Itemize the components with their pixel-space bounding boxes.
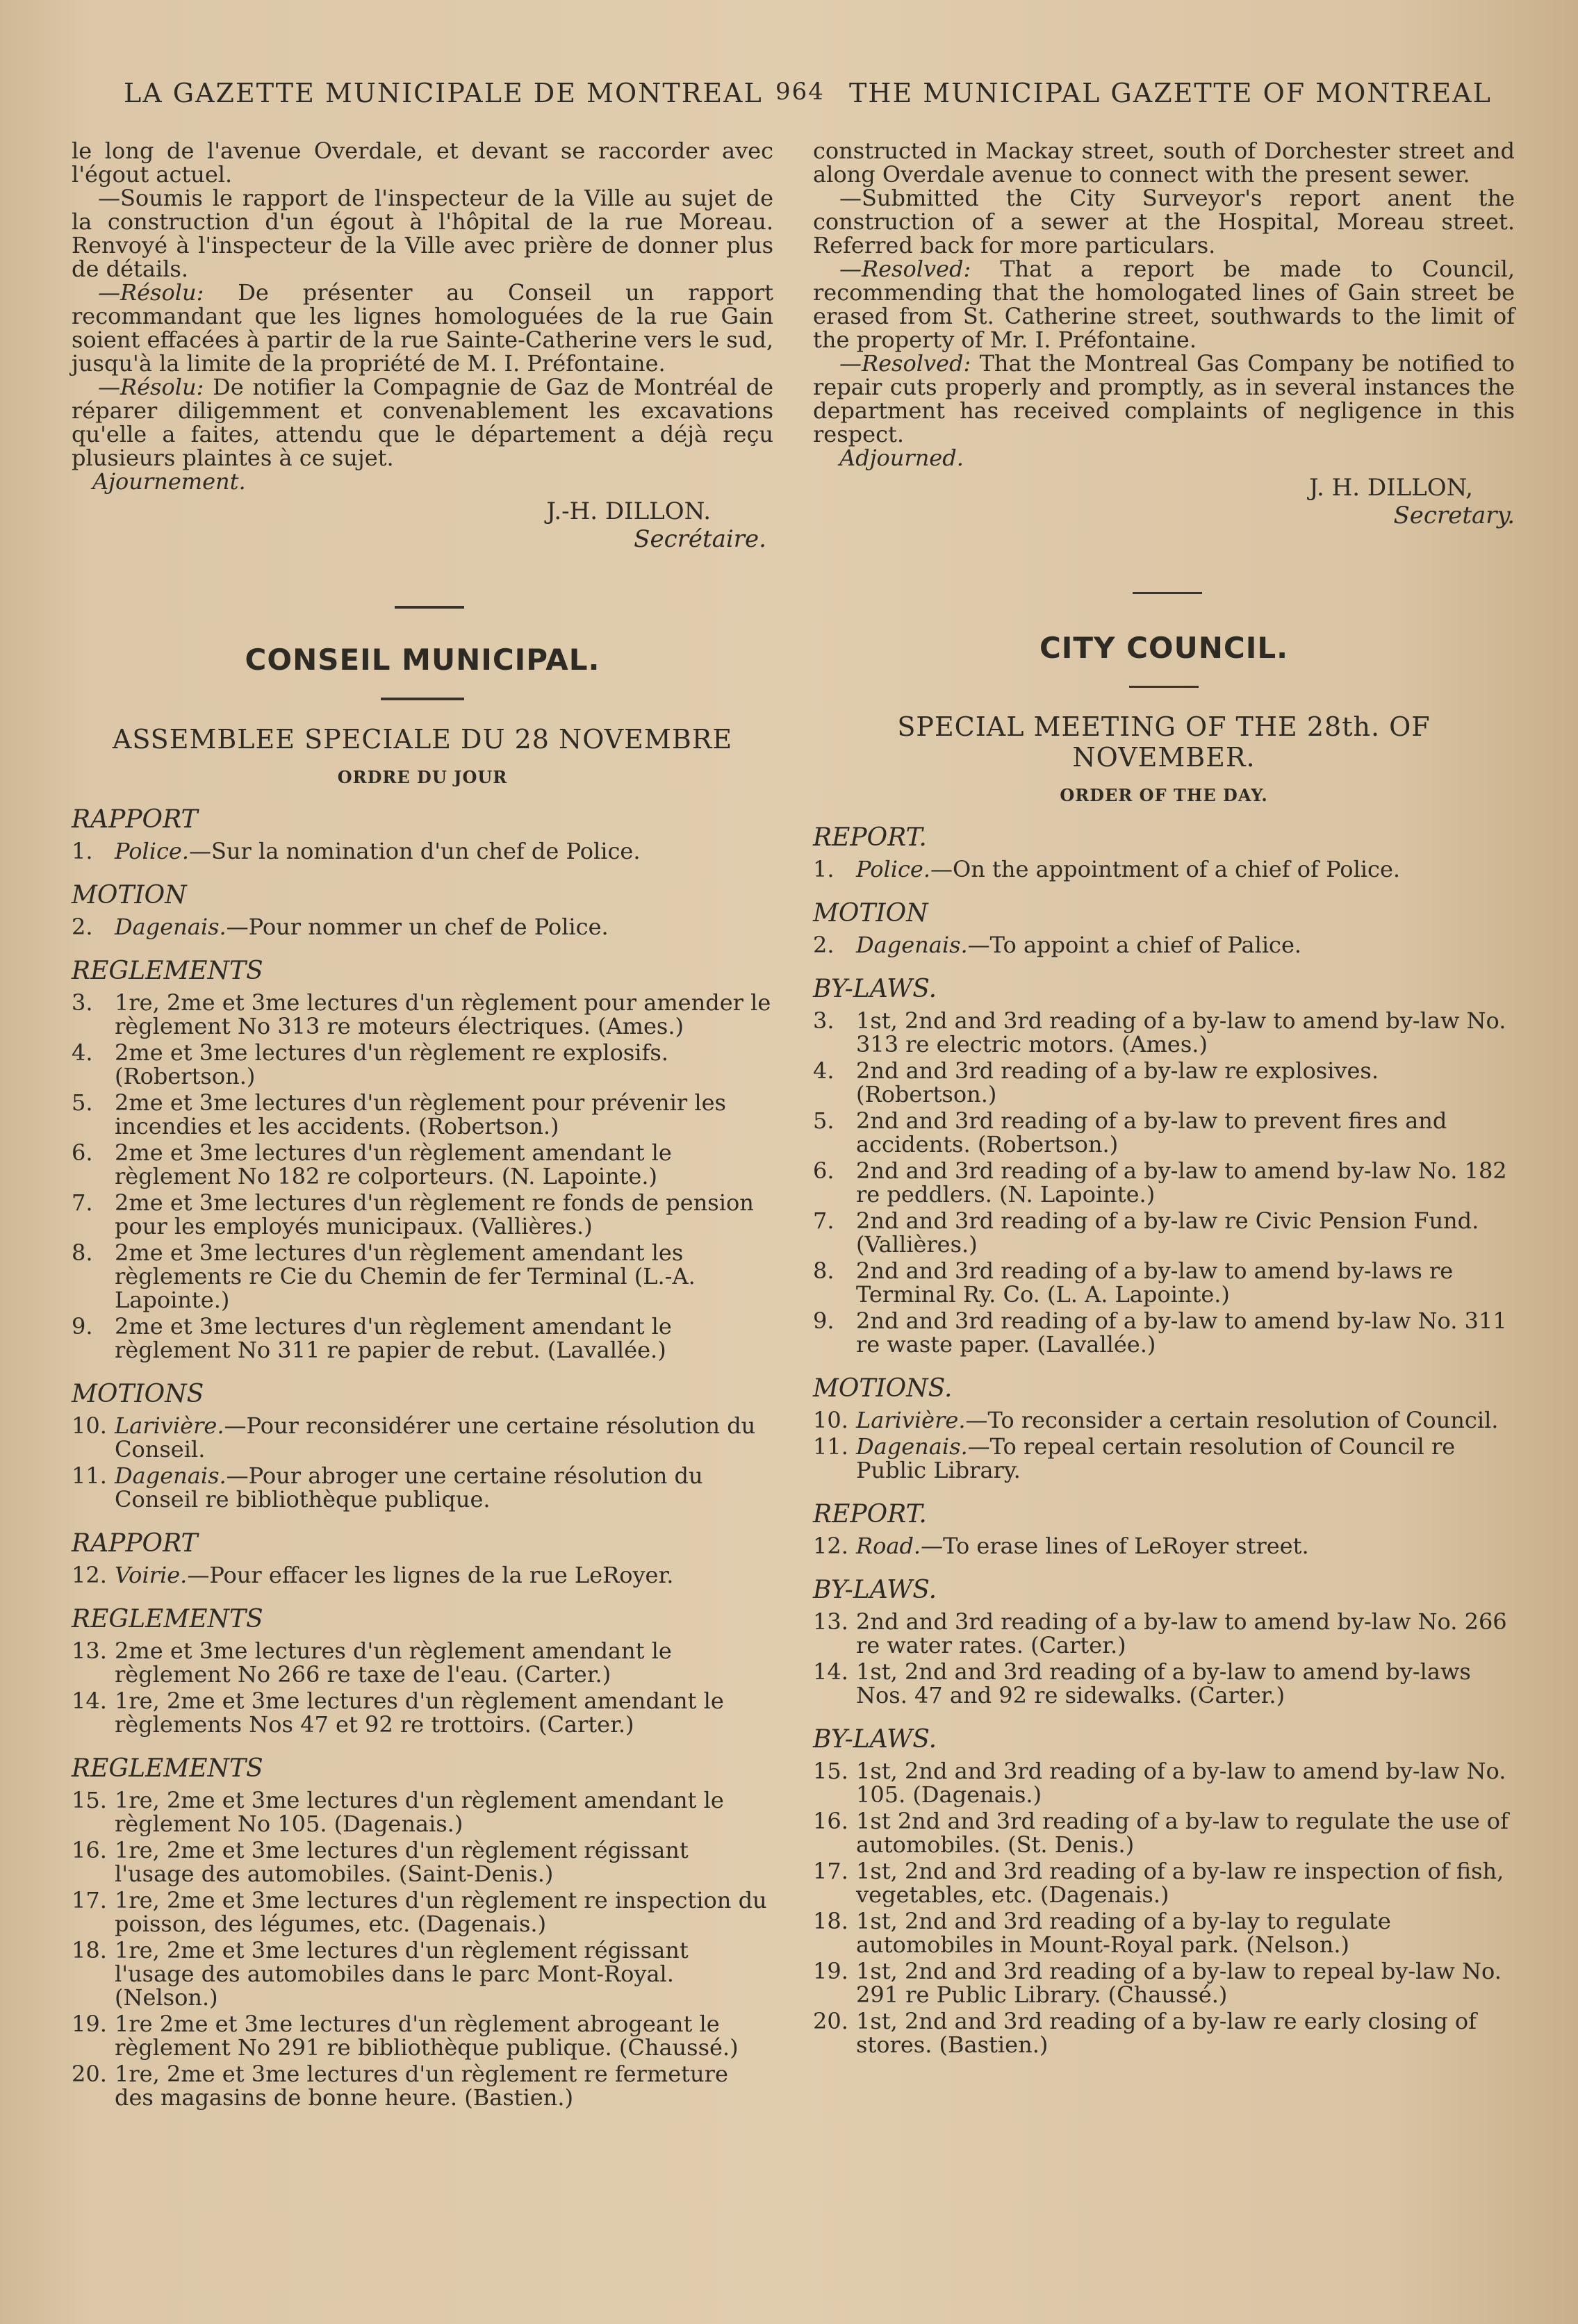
en-paragraph-2: —Submitted the City Surveyor's report anent the construction of a sewer at the Hospital, Moreau street. Referred back for more particulars. <box>813 185 1515 258</box>
agenda-item-description: —To erase lines of LeRoyer street. <box>921 1533 1309 1559</box>
agenda-item-text <box>115 991 773 1038</box>
agenda-item-text <box>856 1259 1515 1306</box>
agenda-item <box>72 1041 773 1088</box>
agenda-item-text <box>856 1059 1515 1106</box>
agenda-item-description: 1st, 2nd and 3rd reading of a by-law re inspection of fish, vegetables, etc. (Dagenais.) <box>856 1858 1504 1908</box>
agenda-item-text <box>115 915 773 939</box>
agenda-item <box>72 1563 773 1587</box>
en-signature: J. H. DILLON, <box>1309 474 1473 502</box>
agenda-item-number: 18. <box>72 1937 107 1963</box>
en-paragraph-3 <box>813 257 1515 352</box>
agenda-item-number: 8. <box>813 1258 835 1284</box>
fr-section-heading: REGLEMENTS <box>72 957 263 985</box>
agenda-item-description: —Pour effacer les lignes de la rue LeRoyer. <box>187 1562 674 1588</box>
agenda-item-number: 6. <box>813 1157 835 1184</box>
agenda-item-text <box>856 1408 1515 1432</box>
section-divider <box>395 606 464 609</box>
agenda-item <box>72 991 773 1038</box>
agenda-item <box>813 1209 1515 1256</box>
agenda-item-description: —On the appointment of a chief of Police. <box>930 856 1401 882</box>
agenda-item-description: 1re 2me et 3me lectures d'un règlement abrogeant le règlement No 291 re bibliothèque publique. (Chaussé.) <box>115 2011 739 2061</box>
agenda-item-number: 15. <box>813 1758 848 1784</box>
agenda-item <box>813 1109 1515 1156</box>
en-adjournment: Adjourned. <box>839 445 964 471</box>
en-paragraph-4 <box>813 352 1515 446</box>
en-section-heading: BY-LAWS. <box>813 975 937 1003</box>
agenda-item-description: 2nd and 3rd reading of a by-law to amend by-laws re Terminal Ry. Co. (L. A. Lapointe.) <box>856 1258 1454 1308</box>
agenda-item-number: 4. <box>813 1057 835 1084</box>
agenda-item-description: 2me et 3me lectures d'un règlement amendant le règlement No 182 re colporteurs. (N. Lapointe.) <box>115 1139 672 1189</box>
fr-paragraph-1: le long de l'avenue Overdale, et devant se raccorder avec l'égout actuel. <box>72 138 773 188</box>
agenda-item-number: 14. <box>72 1688 107 1714</box>
agenda-item-number: 20. <box>813 2008 848 2034</box>
en-section-heading: BY-LAWS. <box>813 1576 937 1604</box>
agenda-item-number: 1. <box>813 856 835 882</box>
fr-order-of-day: ORDRE DU JOUR <box>337 767 508 787</box>
fr-agenda-sections <box>72 805 773 2109</box>
agenda-item-description: 2nd and 3rd reading of a by-law to amend by-law No. 311 re waste paper. (Lavallée.) <box>856 1308 1507 1358</box>
agenda-item <box>813 933 1515 957</box>
agenda-item-text <box>115 1315 773 1362</box>
agenda-item-description: —To reconsider a certain resolution of Council. <box>965 1407 1499 1433</box>
agenda-item-number: 10. <box>813 1407 848 1433</box>
agenda-item-description: 1st, 2nd and 3rd reading of a by-law to repeal by-law No. 291 re Public Library. (Chaussé.) <box>856 1958 1502 2008</box>
fr-resolu-label: —Résolu: <box>98 374 204 400</box>
english-agenda <box>813 631 1515 2059</box>
agenda-item <box>813 1859 1515 1906</box>
agenda-item <box>72 1414 773 1461</box>
agenda-item-description: 1re, 2me et 3me lectures d'un règlement re fermeture des magasins de bonne heure. (Bastien.) <box>115 2061 728 2111</box>
agenda-item-description: —Pour reconsidérer une certaine résolution du Conseil. <box>115 1412 756 1462</box>
agenda-item-text <box>856 1534 1515 1558</box>
agenda-item-text <box>115 1041 773 1088</box>
agenda-item-mover: Dagenais. <box>115 1462 227 1489</box>
agenda-item <box>813 1435 1515 1482</box>
agenda-item <box>72 1091 773 1138</box>
agenda-item-mover: Road. <box>856 1533 921 1559</box>
agenda-item <box>813 1159 1515 1206</box>
agenda-item-text <box>115 2012 773 2059</box>
agenda-item-number: 9. <box>72 1313 93 1340</box>
agenda-item-number: 20. <box>72 2061 107 2087</box>
agenda-item-number: 14. <box>813 1658 848 1685</box>
agenda-item-number: 2. <box>813 932 835 958</box>
agenda-item-description: 2nd and 3rd reading of a by-law to amend by-law No. 266 re water rates. (Carter.) <box>856 1608 1507 1658</box>
agenda-item <box>72 2012 773 2059</box>
en-resolved-label: —Resolved: <box>839 350 971 377</box>
agenda-item-description: 1st, 2nd and 3rd reading of a by-law to amend by-laws Nos. 47 and 92 re sidewalks. (Carter.) <box>856 1658 1471 1708</box>
agenda-item-number: 17. <box>813 1858 848 1884</box>
agenda-item-number: 15. <box>72 1787 107 1813</box>
agenda-item-number: 18. <box>813 1908 848 1934</box>
agenda-item-number: 11. <box>813 1433 848 1460</box>
agenda-item-text <box>115 1191 773 1238</box>
agenda-item-description: 1re, 2me et 3me lectures d'un règlement re inspection du poisson, des légumes, etc. (Dagenais.) <box>115 1887 767 1937</box>
agenda-item-text <box>856 1309 1515 1356</box>
agenda-item <box>813 1610 1515 1657</box>
agenda-item <box>813 1059 1515 1106</box>
agenda-item-text <box>856 1610 1515 1657</box>
agenda-item <box>813 1309 1515 1356</box>
agenda-item-mover: Larivière. <box>115 1412 224 1439</box>
agenda-item-text <box>115 1788 773 1836</box>
agenda-item <box>813 1660 1515 1707</box>
fr-paragraph-3 <box>72 281 773 375</box>
en-order-of-day: ORDER OF THE DAY. <box>1060 785 1268 805</box>
agenda-item-description: 2me et 3me lectures d'un règlement re explosifs. (Robertson.) <box>115 1039 668 1089</box>
agenda-item-number: 9. <box>813 1308 835 1334</box>
agenda-item-text <box>115 1141 773 1188</box>
agenda-item <box>813 2009 1515 2057</box>
agenda-item-text <box>856 933 1515 957</box>
agenda-item <box>813 1534 1515 1558</box>
header-english-title: THE MUNICIPAL GAZETTE OF MONTREAL <box>849 78 1492 108</box>
fr-signature: J.-H. DILLON. <box>546 497 711 525</box>
fr-section-heading: MOTIONS <box>72 1380 204 1408</box>
agenda-item-number: 7. <box>813 1208 835 1234</box>
agenda-item-number: 12. <box>813 1533 848 1559</box>
agenda-item-text <box>856 1159 1515 1206</box>
fr-paragraph-3-text: De présenter au Conseil un rapport recommandant que les lignes homologuées de la rue Gain soient effacées à partir de la rue Sainte-Catherine vers le sud, jusqu'à la limite de la propriété de M. I. Préfontaine. <box>72 279 774 377</box>
fr-section-heading: RAPPORT <box>72 1529 198 1558</box>
agenda-item-mover: Police. <box>115 838 189 864</box>
agenda-item-description: 1re, 2me et 3me lectures d'un règlement amendant le règlements Nos 47 et 92 re trottoirs. (Carter.) <box>115 1688 724 1738</box>
agenda-item <box>813 1759 1515 1806</box>
agenda-item-mover: Police. <box>856 856 930 882</box>
agenda-item-mover: Dagenais. <box>115 914 227 940</box>
agenda-item <box>72 839 773 863</box>
agenda-item-number: 2. <box>72 914 93 940</box>
agenda-item-text <box>115 1464 773 1511</box>
agenda-item-description: 2nd and 3rd reading of a by-law to prevent fires and accidents. (Robertson.) <box>856 1107 1447 1157</box>
agenda-item-description: 1st, 2nd and 3rd reading of a by-law re early closing of stores. (Bastien.) <box>856 2008 1477 2058</box>
en-signature-title: Secretary. <box>1393 502 1515 529</box>
agenda-item <box>72 1464 773 1511</box>
agenda-item-description: 1re, 2me et 3me lectures d'un règlement régissant l'usage des automobiles. (Saint-Denis.) <box>115 1837 689 1887</box>
fr-paragraph-4-text: De notifier la Compagnie de Gaz de Montréal de réparer diligemment et convenablement les excavations qu'elle a faites, attendu que le département a déjà reçu plusieurs plaintes à ce sujet. <box>72 374 773 471</box>
agenda-item-text <box>856 1660 1515 1707</box>
agenda-item-number: 3. <box>813 1007 835 1034</box>
en-meeting-subtitle: SPECIAL MEETING OF THE 28th. OF NOVEMBER. <box>897 711 1431 773</box>
fr-section-heading: REGLEMENTS <box>72 1605 263 1633</box>
header-french-title: LA GAZETTE MUNICIPALE DE MONTREAL <box>124 78 763 108</box>
fr-section-heading: REGLEMENTS <box>72 1754 263 1783</box>
agenda-item-description: 2nd and 3rd reading of a by-law re explosives. (Robertson.) <box>856 1057 1379 1107</box>
fr-agenda-title: CONSEIL MUNICIPAL. <box>245 643 600 677</box>
agenda-item-number: 13. <box>813 1608 848 1635</box>
agenda-item-text <box>856 1809 1515 1856</box>
agenda-item <box>72 2062 773 2109</box>
en-agenda-title: CITY COUNCIL. <box>1039 631 1289 665</box>
fr-adjournment: Ajournement. <box>92 468 246 495</box>
en-paragraph-1: constructed in Mackay street, south of Dorchester street and along Overdale avenue to connect with the present sewer. <box>813 138 1515 188</box>
agenda-item-text <box>115 1091 773 1138</box>
en-paragraph-3-text: That a report be made to Council, recommending that the homologated lines of Gain street be erased from St. Catherine street, southwards to the limit of the property of Mr. I. Préfontaine. <box>813 256 1515 353</box>
agenda-item <box>72 1888 773 1936</box>
agenda-item <box>813 1259 1515 1306</box>
agenda-item-text <box>856 1435 1515 1482</box>
english-minutes <box>813 139 1515 529</box>
agenda-item-text <box>115 1938 773 2009</box>
agenda-item-text <box>115 2062 773 2109</box>
agenda-item-number: 10. <box>72 1412 107 1439</box>
agenda-item-description: 2nd and 3rd reading of a by-law re Civic Pension Fund. (Vallières.) <box>856 1208 1479 1258</box>
agenda-item-description: 1st, 2nd and 3rd reading of a by-law to amend by-law No. 105. (Dagenais.) <box>856 1758 1506 1808</box>
agenda-item-text <box>856 857 1515 881</box>
agenda-item-description: 2me et 3me lectures d'un règlement amendant le règlement No 266 re taxe de l'eau. (Carter.) <box>115 1638 672 1688</box>
agenda-item-mover: Dagenais. <box>856 1433 968 1460</box>
agenda-item-description: 2me et 3me lectures d'un règlement re fonds de pension pour les employés municipaux. (Vallières.) <box>115 1189 754 1239</box>
agenda-item-number: 17. <box>72 1887 107 1913</box>
agenda-item-description: —Pour abroger une certaine résolution du Conseil re bibliothèque publique. <box>115 1462 703 1513</box>
agenda-item-number: 4. <box>72 1039 93 1066</box>
agenda-item-text <box>115 1838 773 1886</box>
agenda-item <box>813 1408 1515 1432</box>
fr-paragraph-2: —Soumis le rapport de l'inspecteur de la Ville au sujet de la construction d'un égout à l'hôpital de la rue Moreau. Renvoyé à l'inspecteur de la Ville avec prière de donner plus de détails. <box>72 185 773 282</box>
agenda-item-description: 1st 2nd and 3rd reading of a by-law to regulate the use of automobiles. (St. Denis.) <box>856 1808 1509 1858</box>
agenda-item-mover: Voirie. <box>115 1562 188 1588</box>
title-rule <box>1129 686 1199 688</box>
agenda-item-description: 1st, 2nd and 3rd reading of a by-law to amend by-law No. 313 re electric motors. (Ames.) <box>856 1007 1506 1057</box>
agenda-item-description: 2me et 3me lectures d'un règlement pour prévenir les incendies et les accidents. (Robertson.) <box>115 1089 726 1139</box>
agenda-item-number: 5. <box>72 1089 93 1116</box>
agenda-item-text <box>115 1689 773 1736</box>
agenda-item-text <box>856 1209 1515 1256</box>
en-section-heading: REPORT. <box>813 1500 927 1528</box>
fr-section-heading: RAPPORT <box>72 805 198 834</box>
agenda-item-description: 1re, 2me et 3me lectures d'un règlement amendant le règlement No 105. (Dagenais.) <box>115 1787 724 1837</box>
agenda-item-number: 12. <box>72 1562 107 1588</box>
en-section-heading: BY-LAWS. <box>813 1725 937 1754</box>
fr-resolu-label: —Résolu: <box>98 279 204 306</box>
agenda-item-number: 11. <box>72 1462 107 1489</box>
agenda-item-text <box>115 1639 773 1686</box>
fr-signature-title: Secrétaire. <box>634 525 766 553</box>
agenda-item-text <box>115 839 773 863</box>
agenda-item-description: —Pour nommer un chef de Police. <box>226 914 609 940</box>
agenda-item-number: 19. <box>813 1958 848 1984</box>
en-section-heading: MOTION <box>813 899 928 928</box>
agenda-item-description: 2me et 3me lectures d'un règlement amendant le règlement No 311 re papier de rebut. (Lavallée.) <box>115 1313 672 1363</box>
french-minutes <box>72 139 773 553</box>
french-agenda <box>72 643 773 2112</box>
fr-paragraph-4 <box>72 375 773 470</box>
en-agenda-sections <box>813 823 1515 2057</box>
agenda-item-number: 7. <box>72 1189 93 1216</box>
agenda-item <box>813 1909 1515 1956</box>
agenda-item <box>72 1788 773 1836</box>
agenda-item-number: 16. <box>813 1808 848 1834</box>
agenda-item-text <box>856 1009 1515 1056</box>
agenda-item-text <box>856 1759 1515 1806</box>
agenda-item-number: 1. <box>72 838 93 864</box>
page-number: 964 <box>775 78 825 106</box>
en-section-heading: REPORT. <box>813 823 927 852</box>
agenda-item <box>813 1959 1515 2006</box>
agenda-item <box>813 857 1515 881</box>
agenda-item <box>72 1938 773 2009</box>
agenda-item-number: 5. <box>813 1107 835 1134</box>
agenda-item-description: —To repeal certain resolution of Council re Public Library. <box>856 1433 1456 1483</box>
en-section-heading: MOTIONS. <box>813 1374 953 1403</box>
agenda-item-description: 1re, 2me et 3me lectures d'un règlement régissant l'usage des automobiles dans le parc Mont-Royal. (Nelson.) <box>115 1937 689 2011</box>
agenda-item-description: 2me et 3me lectures d'un règlement amendant les règlements re Cie du Chemin de fer Terminal (L.-A. Lapointe.) <box>115 1239 696 1313</box>
section-divider <box>1133 592 1202 594</box>
en-resolved-label: —Resolved: <box>839 256 971 282</box>
agenda-item-number: 13. <box>72 1638 107 1664</box>
agenda-item-description: —Sur la nomination d'un chef de Police. <box>189 838 641 864</box>
agenda-item <box>72 1838 773 1886</box>
agenda-item-text <box>115 1414 773 1461</box>
agenda-item-mover: Larivière. <box>856 1407 966 1433</box>
agenda-item-text <box>856 1859 1515 1906</box>
agenda-item-description: 2nd and 3rd reading of a by-law to amend by-law No. 182 re peddlers. (N. Lapointe.) <box>856 1157 1507 1208</box>
agenda-item-number: 6. <box>72 1139 93 1166</box>
fr-section-heading: MOTION <box>72 881 187 909</box>
agenda-item-number: 16. <box>72 1837 107 1863</box>
agenda-item-text <box>856 2009 1515 2057</box>
agenda-item <box>72 1141 773 1188</box>
agenda-item <box>72 1191 773 1238</box>
agenda-item <box>813 1809 1515 1856</box>
agenda-item <box>72 1639 773 1686</box>
agenda-item-description: 1st, 2nd and 3rd reading of a by-lay to regulate automobiles in Mount-Royal park. (Nelson.) <box>856 1908 1391 1958</box>
agenda-item-description: 1re, 2me et 3me lectures d'un règlement pour amender le règlement No 313 re moteurs électriques. (Ames.) <box>115 989 771 1039</box>
agenda-item-number: 19. <box>72 2011 107 2037</box>
agenda-item-text <box>115 1241 773 1312</box>
agenda-item <box>813 1009 1515 1056</box>
agenda-item-number: 8. <box>72 1239 93 1266</box>
agenda-item-text <box>115 1563 773 1587</box>
agenda-item-description: —To appoint a chief of Palice. <box>967 932 1302 958</box>
agenda-item <box>72 1689 773 1736</box>
agenda-item <box>72 915 773 939</box>
agenda-item-text <box>856 1109 1515 1156</box>
agenda-item <box>72 1241 773 1312</box>
agenda-item-number: 3. <box>72 989 93 1016</box>
agenda-item-text <box>115 1888 773 1936</box>
agenda-item-text <box>856 1959 1515 2006</box>
en-paragraph-4-text: That the Montreal Gas Company be notified to repair cuts properly and promptly, as in several instances the department has received complaints of negligence in this respect. <box>813 350 1515 447</box>
agenda-item-mover: Dagenais. <box>856 932 968 958</box>
agenda-item <box>72 1315 773 1362</box>
title-rule <box>381 698 464 700</box>
agenda-item-text <box>856 1909 1515 1956</box>
fr-meeting-subtitle: ASSEMBLEE SPECIALE DU 28 NOVEMBRE <box>112 724 733 755</box>
